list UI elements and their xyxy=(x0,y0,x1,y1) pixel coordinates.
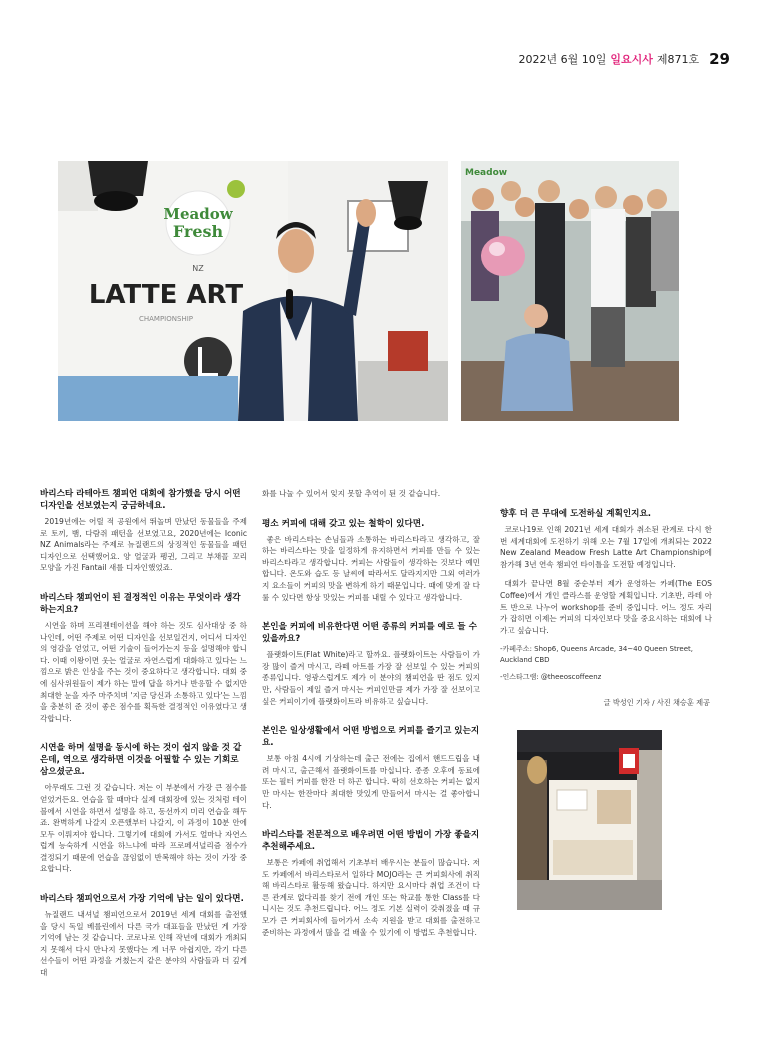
article-column-1 xyxy=(40,488,247,987)
answer-paragraph: 보통은 카페에 취업해서 기초부터 배우시는 분들이 많습니다. 저도 카페에서 바리스타로서 일하다 MOJO라는 큰 커피회사에 취직해 바리스타로 활동해 왔습니다. 하지만 요시마다 취업 조건이 다른 관계로 없다리를 찾기 전에 개인 또는 학교를 통한 Class를 다니시는 것도 추천드립니다. 어느 정도 기본 실력이 갖춰졌을 때 규모가 큰 커피회사에 들어가서 소속 지원을 받고 대회를 출전하고 준비하는 과정에서 많을 걸 배울 수 있기에 이 방법도 추천합니다. xyxy=(262,858,480,937)
logo-nz: NZ xyxy=(192,264,204,273)
page-number: 29 xyxy=(709,50,730,68)
answer-paragraph: 코로나19로 인해 2021년 세계 대회가 취소된 관계로 다시 한 번 세계대회에 도전하기 위해 오는 7월 17일에 개최되는 2022 New Zealand Meadow Fresh Latte Art Championship에 참가해 3년 연속 챔피언 타이틀을 도전할 예정입니다. xyxy=(500,525,712,569)
header-brand: 일요시사 xyxy=(610,53,653,66)
cafe-address: -카페주소: Shop6, Queens Arcade, 34~40 Queen Street, Auckland CBD xyxy=(500,645,694,665)
question-heading: 시연을 하며 설명을 동시에 하는 것이 쉽지 않을 것 같은데, 역으로 생각하면 이것을 어필할 수 있는 기회로 삼으셨군요. xyxy=(40,743,242,778)
answer-paragraph: 플랫화이트(Flat White)라고 할까요. 플랫화이트는 사람들이 가장 많이 즐겨 마시고, 라떼 아트를 가장 잘 선보일 수 있는 커피의 종류입니다. 영광스럽게도 제가 이 분야의 챔피언을 딴 점도 있지만, 사람들이 제일 즐겨 마시는 커피인만큼 제가 가장 잘 선보이고 싶은 커피이기에 플랫화이트라 비유하고 싶습니다. xyxy=(262,650,480,706)
answer-paragraph: 보통 아침 4시에 기상하는데 출근 전에는 집에서 핸드드립을 내려 마시고, 출근해서 플랫화이트를 마십니다. 종종 오후에 동료에 또는 필터 커피를 한잔 더 하곤 합니다. 딱히 선호하는 커피는 없지만 마시는 한잔마다 최대한 맛있게 만들어서 마시는 걸 좋아합니다. xyxy=(262,754,480,810)
page-header xyxy=(518,50,730,68)
instagram-handle: -인스타그램: @theeoscoffeenz xyxy=(500,673,602,682)
question-heading: 바리스타를 전문적으로 배우려면 어떤 방법이 가장 좋을지 추천해주세요. xyxy=(262,830,480,853)
logo-line2: Fresh xyxy=(172,222,224,241)
question-heading: 향후 더 큰 무대에 도전하실 계획인지요. xyxy=(500,509,652,519)
header-issue: 제871호 xyxy=(656,53,700,66)
answer-paragraph: 좋은 바리스타는 손님들과 소통하는 바리스타라고 생각하고, 잘하는 바리스타는 맛을 일정하게 유지하면서 커피를 만들 수 있는 바리스타라고 생각합니다. 커피는 사람들이 생각하는 것보다 예민합니다. 온도와 습도 등 날씨에 따라서도 달라지지만 그외 여러가지 요소들이 커피의 맛을 변하게 하기 때문입니다. 때에 맞게 잘 다룰 수 있다면 항상 맛있는 커피를 내릴 수 있다고 생각합니다. xyxy=(262,534,480,602)
group-photo xyxy=(461,161,679,421)
banner-title: LATTE ART xyxy=(88,280,244,310)
answer-paragraph: 대회가 끝나면 8월 중순부터 제가 운영하는 카페(The EOS Coffee)에서 개인 클라스를 운영할 계획입니다. 기초반, 라테 아트 반으로 나누어 workshop를 준비 중입니다. 어느 정도 자리가 잡히면 이제는 커피의 디자인보다 맛을 중요시하는 대회에 나가고 싶습니다. xyxy=(500,579,712,635)
question-heading: 바리스타 챔피언으로서 가장 기억에 남는 일이 있다면. xyxy=(40,894,244,905)
answer-paragraph: 2019년에는 어릴 적 공원에서 뛰놀며 만났던 동물들을 주제로 토끼, 뱀, 다람쥐 패턴을 선보였고요, 2020년에는 Iconic NZ Animals라는 주제로 뉴질랜드의 상징적인 동물들을 패턴 디자인으로 선택했어요. 양 얼굴과 펭귄, 그리고 부채꼴 꼬리 모양을 가진 Fantail 새를 디자인했었죠. xyxy=(40,517,247,573)
cafe-photo xyxy=(517,730,662,910)
group-banner-text: Meadow xyxy=(465,168,508,178)
article-column-3 xyxy=(500,508,712,683)
photo-credit: 글 박성인 기자 / 사진 채승훈 제공 xyxy=(603,698,710,707)
question-heading: 바리스타 챔피언이 된 결정적인 이유는 무엇이라 생각하는지요? xyxy=(40,592,241,615)
answer-paragraph: 아무래도 그런 것 같습니다. 저는 이 부분에서 가장 큰 점수를 얻었거든요. 연습을 할 때마다 실제 대회장에 있는 것처럼 테이블에서 시연을 하면서 설명을 하고, 동선까지 미리 연습을 해두죠. 완벽하게 나갈지 오픈했부터 나갈지, 이 과정이 10분 안에 모두 이뤄져야 합니다. 그렇기에 대회에 가서도 얼마나 자연스럽게 능숙하게 시연을 하느냐에 따라 프로페셔널리즘 점수가 결정되기 때문에 연습을 끊임없이 반복해야 하는 것이 가장 중요합니다. xyxy=(40,783,247,874)
question-heading: 본인을 커피에 비유한다면 어떤 종류의 커피를 예로 들 수 있을까요? xyxy=(262,622,477,645)
logo-line1: Meadow xyxy=(163,205,233,223)
question-heading: 본인은 일상생활에서 어떤 방법으로 커피를 즐기고 있는지요. xyxy=(262,726,480,749)
answer-paragraph: 뉴질랜드 내셔널 챔피언으로서 2019년 세계 대회를 출전했을 당시 독일 베를린에서 다른 국가 대표들을 만났던 게 가장 기억에 남는 것 같습니다. 코로나로 인해 작년에 대회가 개최되지 못해서 다시 만나지 못했다는 게 너무 아쉽지만, 각기 다른 선수들이 어떤 과정을 거쳤는지 같은 분야의 사람들과 더 깊게 대 xyxy=(40,910,247,978)
continued-paragraph: 화를 나눌 수 있어서 잊지 못할 추억이 된 것 같습니다. xyxy=(262,489,441,498)
question-heading: 바리스타 라테아트 챔피언 대회에 참가했을 당시 어떤 디자인을 선보였는지 궁금하네요. xyxy=(40,489,241,511)
main-photo xyxy=(58,161,448,421)
article-column-2 xyxy=(262,488,480,946)
question-heading: 평소 커피에 대해 갖고 있는 철학이 있다면. xyxy=(262,518,425,529)
header-date: 2022년 6월 10일 xyxy=(518,53,607,66)
banner-sub: CHAMPIONSHIP xyxy=(138,315,194,323)
answer-paragraph: 시연을 하며 프리젠테이션을 해야 하는 것도 심사대상 중 하나인데, 어떤 주제로 어떤 디자인을 선보일건지, 어디서 디자인의 영감을 얻었고, 어떤 기술이 들어가는지 등을 설명해야 합니다. 이때 이왕이면 웃는 얼굴로 자연스럽게 대화하고 있다는 느낌으로 밝은 인상을 주는 것이 중요하다고 생각합니다. 대회 중에 심사위원들이 제가 하는 말에 답을 하거나 반응할 수 없지만 최대한 눈을 자주 마주치며 '지금 당신과 소통하고 있다'는 느낌을 충분히 준 것이 좋은 점수를 획득한 결정적인 이유였다고 생각합니다. xyxy=(40,620,247,723)
